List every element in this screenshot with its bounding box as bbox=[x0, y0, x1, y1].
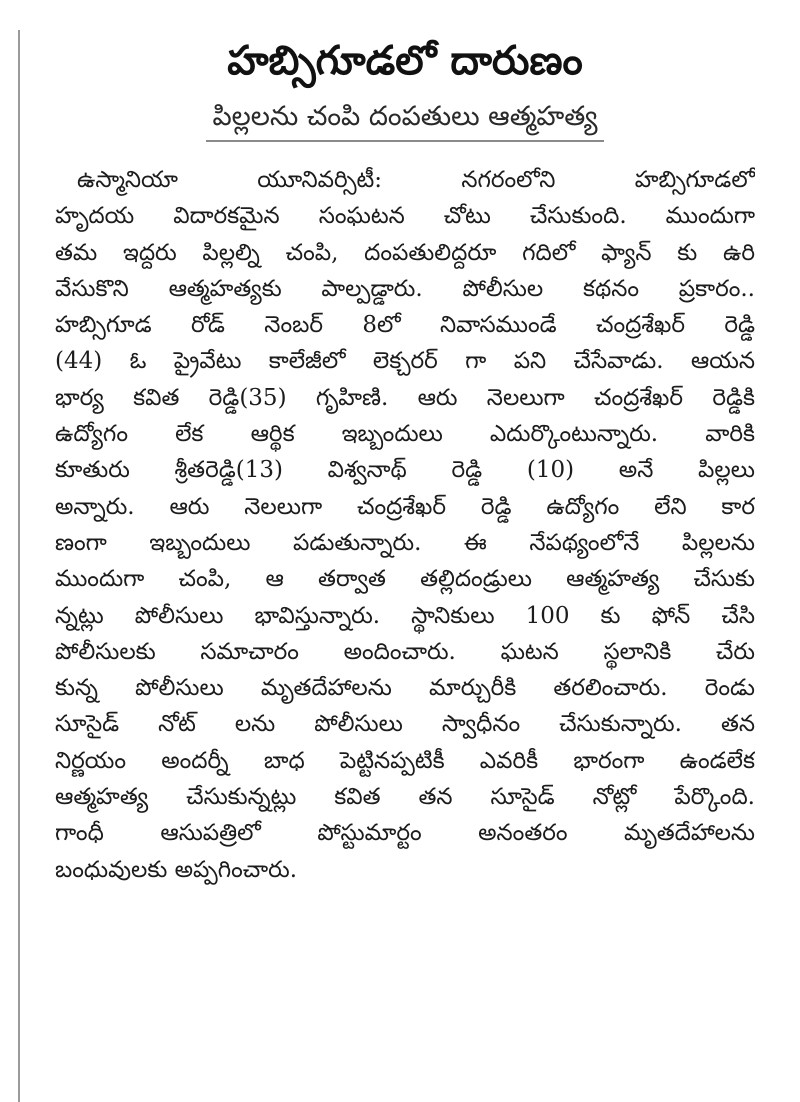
body-line: అన్నారు. ఆరు నెలలుగా చంద్రశేఖర్ రెడ్డి ఉద్యోగం లేని కార bbox=[55, 493, 755, 520]
body-line: నిర్ణయం అందర్నీ బాధ పెట్టినప్పటికీ ఎవరికీ భారంగా ఉండలేక bbox=[55, 747, 755, 774]
column-divider-rule bbox=[18, 30, 20, 1102]
body-line: (44) ఓ ప్రైవేటు కాలేజీలో లెక్చరర్ గా పని చేసేవాడు. ఆయన bbox=[55, 348, 755, 375]
body-line: సూసైడ్ నోట్ లను పోలీసులు స్వాధీనం చేసుకున్నారు. తన bbox=[55, 711, 755, 738]
body-line: హబ్సిగూడ రోడ్ నెంబర్ 8లో నివాసముండే చంద్రశేఖర్ రెడ్డి bbox=[55, 312, 755, 339]
subheadline-container bbox=[55, 98, 755, 142]
body-line: ణంగా ఇబ్బందులు పడుతున్నారు. ఈ నేపథ్యంలోనే పిల్లలను bbox=[55, 529, 755, 556]
article-headline: హబ్సిగూడలో దారుణం bbox=[227, 38, 583, 84]
body-line: న్నట్లు పోలీసులు భావిస్తున్నారు. స్థానికులు 100 కు ఫోన్ చేసి bbox=[55, 602, 755, 629]
article-body bbox=[55, 162, 755, 888]
body-line: వేసుకొని ఆత్మహత్యకు పాల్పడ్డారు. పోలీసుల కథనం ప్రకారం.. bbox=[55, 275, 755, 302]
body-line: ముందుగా చంపి, ఆ తర్వాత తల్లిదండ్రులు ఆత్మహత్య చేసుకు bbox=[55, 566, 755, 593]
body-line: కున్న పోలీసులు మృతదేహాలను మార్చురీకి తరలించారు. రెండు bbox=[55, 675, 755, 702]
article-subheadline: పిల్లలను చంపి దంపతులు ఆత్మహత్య bbox=[206, 98, 603, 142]
body-line: ఉద్యోగం లేక ఆర్థిక ఇబ్బందులు ఎదుర్కొంటున్నారు. వారికి bbox=[55, 421, 755, 448]
body-line: గాంధీ ఆసుపత్రిలో పోస్టుమార్టం అనంతరం మృతదేహాలను bbox=[55, 820, 755, 847]
body-line: కూతురు శ్రీతరెడ్డి(13) విశ్వనాథ్ రెడ్డి (10) అనే పిల్లలు bbox=[55, 457, 755, 484]
body-line: తమ ఇద్దరు పిల్లల్ని చంపి, దంపతులిద్దరూ గదిలో ఫ్యాన్ కు ఉరి bbox=[55, 239, 755, 266]
body-line: హృదయ విదారకమైన సంఘటన చోటు చేసుకుంది. ముందుగా bbox=[55, 203, 755, 230]
body-line: ఉస్మానియా యూనివర్సిటీ: నగరంలోని హబ్సిగూడలో bbox=[77, 167, 755, 193]
body-line: బంధువులకు అప్పగించారు. bbox=[55, 856, 298, 883]
body-line: పోలీసులకు సమాచారం అందించారు. ఘటన స్థలానికి చేరు bbox=[55, 638, 755, 665]
news-article bbox=[55, 30, 755, 888]
body-line: ఆత్మహత్య చేసుకున్నట్లు కవిత తన సూసైడ్ నోట్లో పేర్కొంది. bbox=[55, 784, 755, 811]
body-line: భార్య కవిత రెడ్డి(35) గృహిణి. ఆరు నెలలుగా చంద్రశేఖర్ రెడ్డికి bbox=[55, 384, 755, 411]
